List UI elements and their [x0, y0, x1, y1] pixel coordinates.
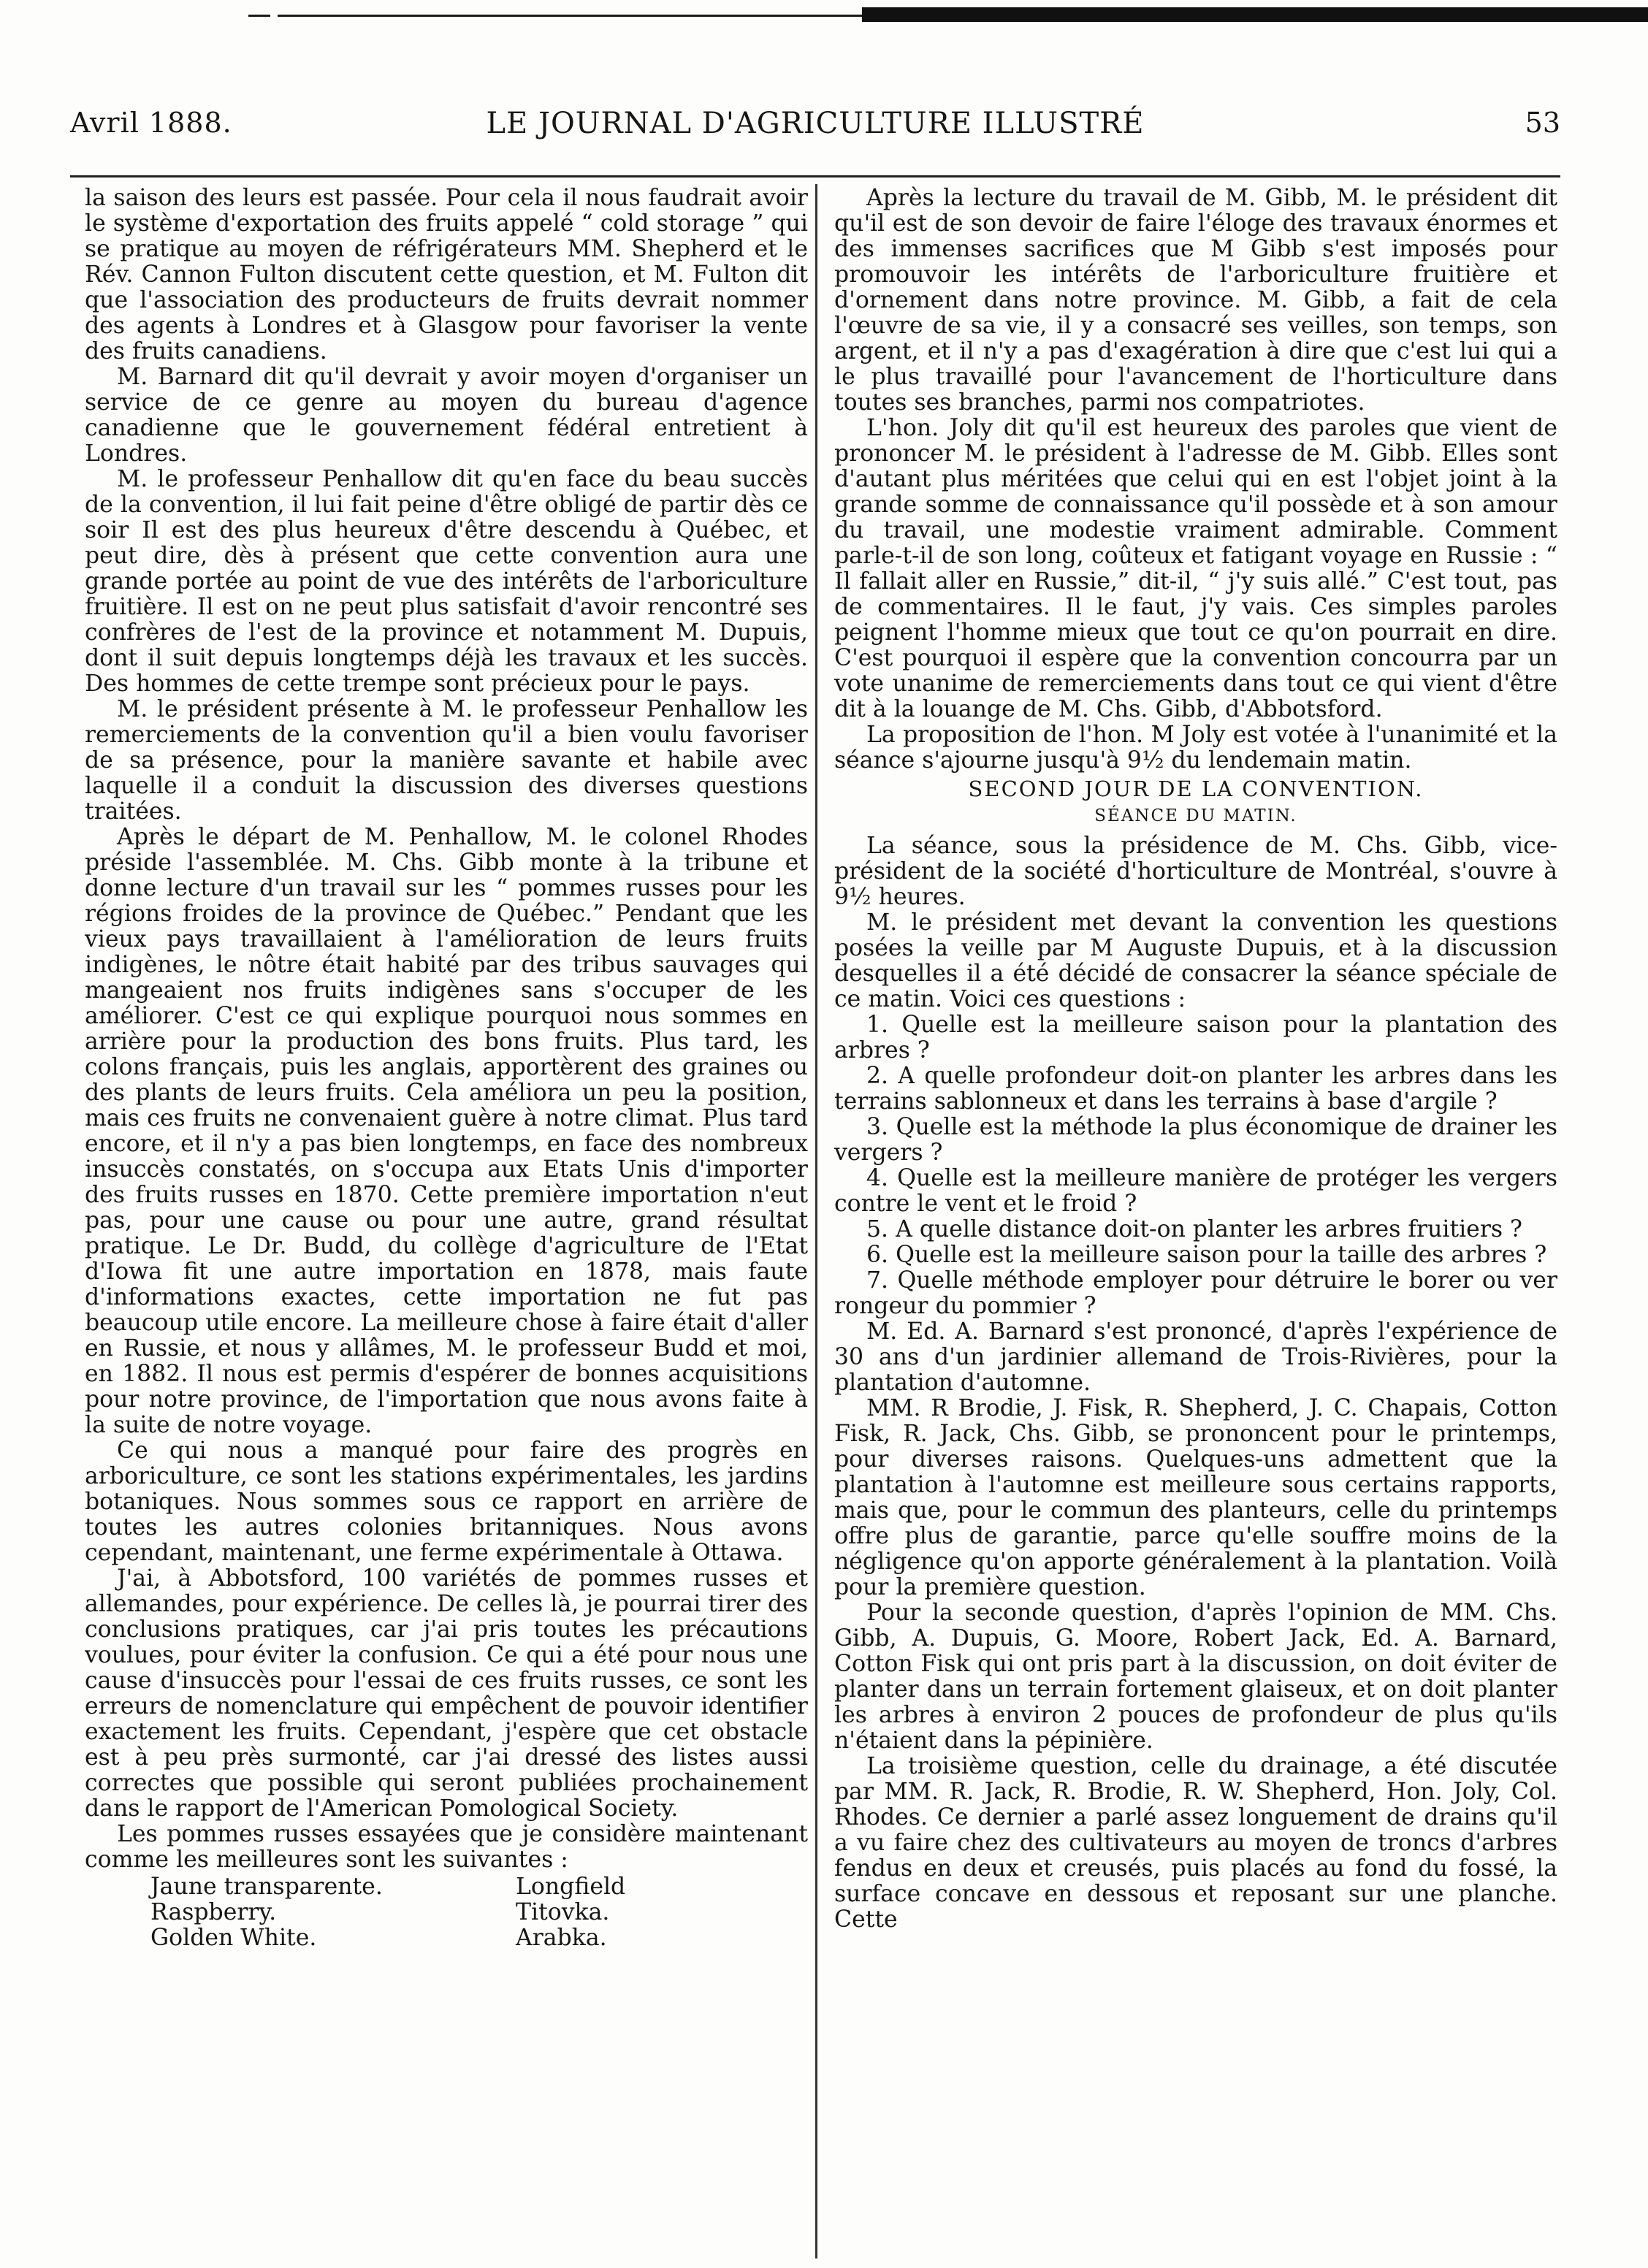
paragraph: Pour la seconde question, d'après l'opinion de MM. Chs. Gibb, A. Dupuis, G. Moore, Robert Jack, Ed. A. Barnard, Cotton Fisk qui ont pris part à la discussion, on doit éviter de planter dans un terrain fortement glaiseux, et on doit planter les arbres à environ 2 pouces de profondeur de plus qu'ils n'étaient dans la pépinière.	[834, 1600, 1557, 1754]
paragraph: Ce qui nous a manqué pour faire des progrès en arboriculture, ce sont les stations expérimentales, les jardins botaniques. Nous sommes sous ce rapport en arrière de toutes les autres colonies britanniques. Nous avons cependant, maintenant, une ferme expérimentale à Ottawa.	[85, 1437, 808, 1566]
paragraph: La proposition de l'hon. M Joly est votée à l'unanimité et la séance s'ajourne jusqu'à 9½ du lendemain matin.	[834, 722, 1557, 774]
top-rule-thick	[862, 7, 1648, 22]
question-item: 1. Quelle est la meilleure saison pour la plantation des arbres ?	[834, 1012, 1557, 1064]
variety-item: Raspberry.	[150, 1899, 277, 1925]
paragraph: La troisième question, celle du drainage, a été discutée par MM. R. Jack, R. Brodie, R. W. Shepherd, Hon. Joly, Col. Rhodes. Ce dernier a parlé assez longuement de drains qu'il a vu faire chez des cultivateurs au moyen de troncs d'arbres fendus en deux et creusés, puis placés au fond du fossé, la surface concave en dessous et reposant sur une planche. Cette	[834, 1753, 1557, 1933]
paragraph: J'ai, à Abbotsford, 100 variétés de pommes russes et allemandes, pour expérience. De celles là, je pourrai tirer des conclusions pratiques, car j'ai pris toutes les précautions voulues, pour éviter la confusion. Ce qui a été pour nous une cause d'insuccès pour l'essai de ces fruits russes, ce sont les erreurs de nomenclature qui empêchent de pouvoir identifier exactement les fruits. Cependant, j'espère que cet obstacle est à peu près surmonté, car j'ai dressé des listes aussi correctes que possible qui seront publiées prochainement dans le rapport de l'American Pomological Society.	[85, 1565, 808, 1822]
paragraph: M. Ed. A. Barnard s'est prononcé, d'après l'expérience de 30 ans d'un jardinier allemand de Trois-Rivières, pour la plantation d'automne.	[834, 1318, 1557, 1396]
paragraph: Après la lecture du travail de M. Gibb, M. le président dit qu'il est de son devoir de faire l'éloge des travaux énormes et des immenses sacrifices que M Gibb s'est imposés pour promouvoir les intérêts de l'arboriculture fruitière et d'ornement dans notre province. M. Gibb, a fait de cela l'œuvre de sa vie, il y a consacré ses veilles, son temps, son argent, et il n'y a pas d'exagération à dire que c'est lui qui a le plus travaillé pour l'avancement de l'horticulture dans toutes ses branches, parmi nos compatriotes.	[834, 185, 1557, 416]
question-item: 5. A quelle distance doit-on planter les arbres fruitiers ?	[866, 1216, 1522, 1242]
variety-item: Jaune transparente.	[150, 1874, 383, 1900]
paragraph: la saison des leurs est passée. Pour cela il nous faudrait avoir le système d'exportation des fruits appelé “ cold storage ” qui se pratique au moyen de réfrigérateurs MM. Shepherd et le Rév. Cannon Fulton discutent cette question, et M. Fulton dit que l'association des producteurs de fruits devrait nommer des agents à Londres et à Glasgow pour favoriser la vente des fruits canadiens.	[85, 185, 808, 364]
section-title: SECOND JOUR DE LA CONVENTION.	[968, 776, 1424, 801]
paragraph: Après le départ de M. Penhallow, M. le colonel Rhodes préside l'assemblée. M. Chs. Gibb monte à la tribune et donne lecture d'un travail sur les “ pommes russes pour les régions froides de la province de Québec.” Pendant que les vieux pays travaillaient à l'amélioration de leurs fruits indigènes, le nôtre était habité par des tribus sauvages qui mangeaient nos fruits indigènes sans s'occuper de les améliorer. C'est ce qui explique pourquoi nous sommes en arrière pour la production des bons fruits. Plus tard, les colons français, puis les anglais, apportèrent des graines ou des plants de leurs fruits. Cela améliora un peu la position, mais ces fruits ne convenaient guère à notre climat. Plus tard encore, et il n'y a pas bien longtemps, en face des nombreux insuccès constatés, on s'occupa aux Etats Unis d'importer des fruits russes en 1870. Cette première importation n'eut pas, pour une cause ou pour une autre, grand résultat pratique. Le Dr. Budd, du collège d'agriculture de l'Etat d'Iowa fit une autre importation en 1878, mais faute d'informations exactes, cette importation ne fut pas beaucoup utile encore. La meilleure chose à faire était d'aller en Russie, et nous y allâmes, M. le professeur Budd et moi, en 1882. Il nous est permis d'espérer de bonnes acquisitions pour notre province, de l'importation que nous avons faite à la suite de notre voyage.	[85, 824, 808, 1438]
paragraph: MM. R Brodie, J. Fisk, R. Shepherd, J. C. Chapais, Cotton Fisk, R. Jack, Chs. Gibb, se prononcent pour le printemps, pour diverses raisons. Quelques-uns admettent que la plantation à l'automne est meilleure sous certains rapports, mais que, pour le commun des planteurs, celle du printemps offre plus de garantie, parce qu'elle souffre moins de la négligence qu'on apporte généralement à la plantation. Voilà pour la première question.	[834, 1395, 1557, 1600]
paragraph: M. Barnard dit qu'il devrait y avoir moyen d'organiser un service de ce genre au moyen du bureau d'agence canadienne que le gouvernement fédéral entretient à Londres.	[85, 364, 808, 467]
question-item: 2. A quelle profondeur doit-on planter les arbres dans les terrains sablonneux et dans les terrains à base d'argile ?	[834, 1063, 1557, 1115]
page-number: 53	[1525, 107, 1560, 139]
section-subtitle: SÉANCE DU MATIN.	[1094, 806, 1297, 825]
right-column	[834, 186, 1557, 1933]
column-divider	[815, 184, 817, 2259]
paragraph: L'hon. Joly dit qu'il est heureux des paroles que vient de prononcer M. le président à l'adresse de M. Gibb. Elles sont d'autant plus méritées que celui qui en est l'objet joint à la grande somme de connaissance qu'il possède et à son amour du travail, une modestie vraiment admirable. Comment parle-t-il de son long, coûteux et fatigant voyage en Russie : “ Il fallait aller en Russie,” dit-il, “ j'y suis allé.” C'est tout, pas de commentaires. Il le faut, j'y vais. Ces simples paroles peignent l'homme mieux que tout ce qu'on pourrait en dire. C'est pourquoi il espère que la convention concourra par un vote unanime de remerciements dans tout ce qui vient d'être dit à la louange de M. Chs. Gibb, d'Abbotsford.	[834, 415, 1557, 722]
variety-item: Titovka.	[516, 1899, 610, 1925]
variety-item: Arabka.	[516, 1925, 607, 1951]
header-rule	[70, 175, 1560, 177]
variety-item: Golden White.	[150, 1925, 317, 1951]
journal-title: LE JOURNAL D'AGRICULTURE ILLUSTRÉ	[486, 107, 1145, 140]
apple-varieties-list	[85, 1874, 808, 1951]
paragraph: Les pommes russes essayées que je considère maintenant comme les meilleures sont les suivantes :	[85, 1821, 808, 1873]
paragraph: M. le professeur Penhallow dit qu'en face du beau succès de la convention, il lui fait peine d'être obligé de partir dès ce soir Il est des plus heureux d'être descendu à Québec, et peut dire, dès à présent que cette convention aura une grande portée au point de vue des intérêts de l'arboriculture fruitière. Il est on ne peut plus satisfait d'avoir rencontré ses confrères de l'est de la province et notamment M. Dupuis, dont il suit depuis longtemps déjà les travaux et les succès. Des hommes de cette trempe sont précieux pour le pays.	[85, 466, 808, 697]
variety-item: Longfield	[516, 1874, 626, 1900]
left-column	[85, 186, 808, 1951]
top-rule-tick	[248, 15, 270, 17]
question-item: 4. Quelle est la meilleure manière de protéger les vergers contre le vent et le froid ?	[834, 1165, 1557, 1217]
issue-date: Avril 1888.	[70, 107, 232, 139]
paragraph: M. le président met devant la convention les questions posées la veille par M Auguste Dupuis, et à la discussion desquelles il a été décidé de consacrer la séance spéciale de ce matin. Voici ces questions :	[834, 909, 1557, 1012]
question-item: 7. Quelle méthode employer pour détruire le borer ou ver rongeur du pommier ?	[834, 1267, 1557, 1319]
page-header	[70, 107, 1560, 150]
question-item: 6. Quelle est la meilleure saison pour la taille des arbres ?	[866, 1242, 1547, 1268]
paragraph: La séance, sous la présidence de M. Chs. Gibb, vice-président de la société d'horticulture de Montréal, s'ouvre à 9½ heures.	[834, 833, 1557, 910]
top-border	[0, 7, 1648, 23]
paragraph: M. le président présente à M. le professeur Penhallow les remerciements de la convention qu'il a bien voulu favoriser de sa présence, pour la manière savante et habile avec laquelle il a conduit la discussion des diverses questions traitées.	[85, 696, 808, 825]
question-item: 3. Quelle est la méthode la plus économique de drainer les vergers ?	[834, 1114, 1557, 1166]
